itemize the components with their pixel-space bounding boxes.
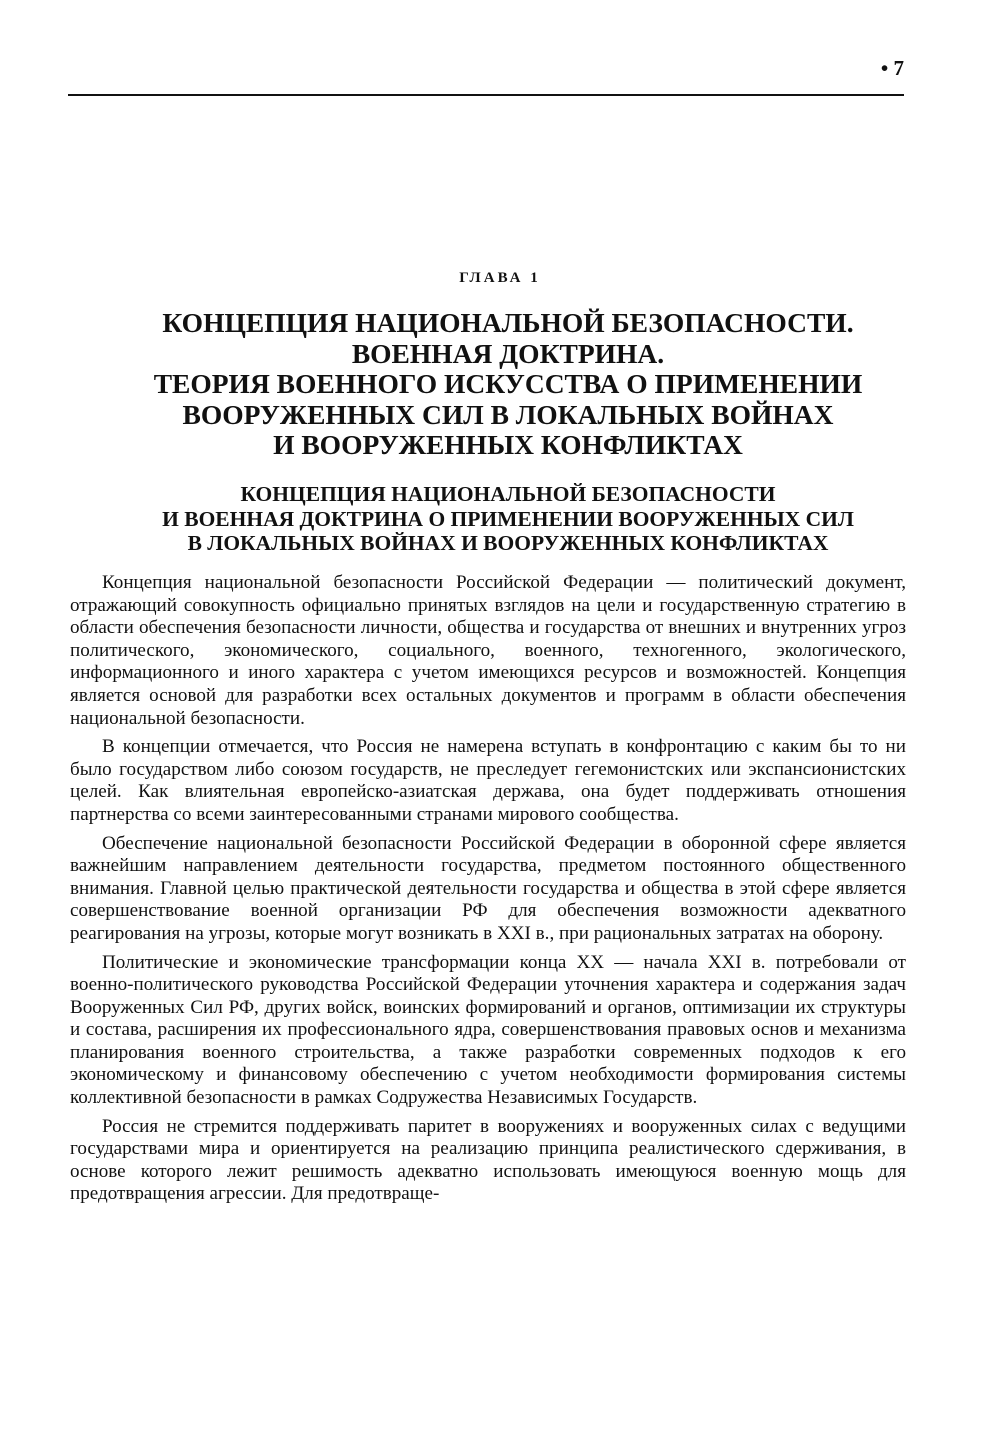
chapter-label: ГЛАВА 1 bbox=[459, 270, 541, 286]
chapter-title-line: КОНЦЕПЦИЯ НАЦИОНАЛЬНОЙ БЕЗОПАСНОСТИ. bbox=[162, 307, 854, 338]
chapter-title-line: ВООРУЖЕННЫХ СИЛ В ЛОКАЛЬНЫХ ВОЙНАХ bbox=[182, 398, 834, 430]
paragraph: Концепция национальной безопасности Российской Федерации — политический документ, отражающий совокупность официально принятых взглядов на цели и государственную стратегию в области обеспечения безопасности личности, общества и государства от внешних и внутренних угроз политического, экономического, социального, военного, техногенного, экологического, информационного и иного характера с учетом имеющихся ресурсов и возможностей. Концепция является основой для разработки всех остальных документов и программ в области обеспечения национальной безопасности. bbox=[70, 572, 906, 729]
paragraph: Обеспечение национальной безопасности Российской Федерации в оборонной сфере является важнейшим направлением деятельности государства, предметом постоянного общественного внимания. Главной целью практической деятельности государства и общества в этой сфере является совершенствование военной организации РФ для обеспечения возможности адекватного реагирования на угрозы, которые могут возникать в XXI в., при рациональных затратах на оборону. bbox=[70, 832, 906, 944]
chapter-title-line: И ВООРУЖЕННЫХ КОНФЛИКТАХ bbox=[273, 429, 743, 460]
page-number: • 7 bbox=[880, 56, 904, 80]
chapter-title bbox=[68, 308, 948, 461]
paragraph: В концепции отмечается, что Россия не намерена вступать в конфронтацию с каким бы то ни было государством либо союзом государств, не преследует гегемонистских или экспансионистских целей. Как влиятельная европейско-азиатская держава, она будет поддерживать отношения партнерства со всеми заинтересованными странами мирового сообщества. bbox=[70, 736, 906, 825]
paragraph: Россия не стремится поддерживать паритет в вооружениях и вооруженных силах с ведущими государствами мира и ориентируется на реализацию принципа реалистического сдерживания, в основе которого лежит решимость адекватно использовать имеющуюся военную мощь для предотвращения агрессии. Для предотвраще- bbox=[70, 1115, 906, 1205]
header-rule bbox=[68, 94, 904, 96]
section-title-line: КОНЦЕПЦИЯ НАЦИОНАЛЬНОЙ БЕЗОПАСНОСТИ bbox=[240, 482, 776, 506]
body-text bbox=[70, 572, 906, 1212]
chapter-title-line: ВОЕННАЯ ДОКТРИНА. bbox=[351, 337, 665, 369]
section-title-line: И ВОЕННАЯ ДОКТРИНА О ПРИМЕНЕНИИ ВООРУЖЕННЫХ СИЛ bbox=[162, 506, 854, 531]
section-title-line: В ЛОКАЛЬНЫХ ВОЙНАХ И ВООРУЖЕННЫХ КОНФЛИКТАХ bbox=[187, 531, 829, 555]
section-title bbox=[68, 482, 948, 556]
chapter-title-line: ТЕОРИЯ ВОЕННОГО ИСКУССТВА О ПРИМЕНЕНИИ bbox=[153, 368, 863, 399]
paragraph: Политические и экономические трансформации конца XX — начала XXI в. потребовали от военно-политического руководства Российской Федерации уточнения характера и содержания задач Вооруженных Сил РФ, других войск, воинских формирований и органов, оптимизации их структуры и состава, расширения их профессионального ядра, совершенствования правовых основ и механизма планирования военного строительства, а также разработки современных подходов к его экономическому и финансовому обеспечению с учетом необходимости формирования системы коллективной безопасности в рамках Содружества Независимых Государств. bbox=[70, 951, 906, 1109]
